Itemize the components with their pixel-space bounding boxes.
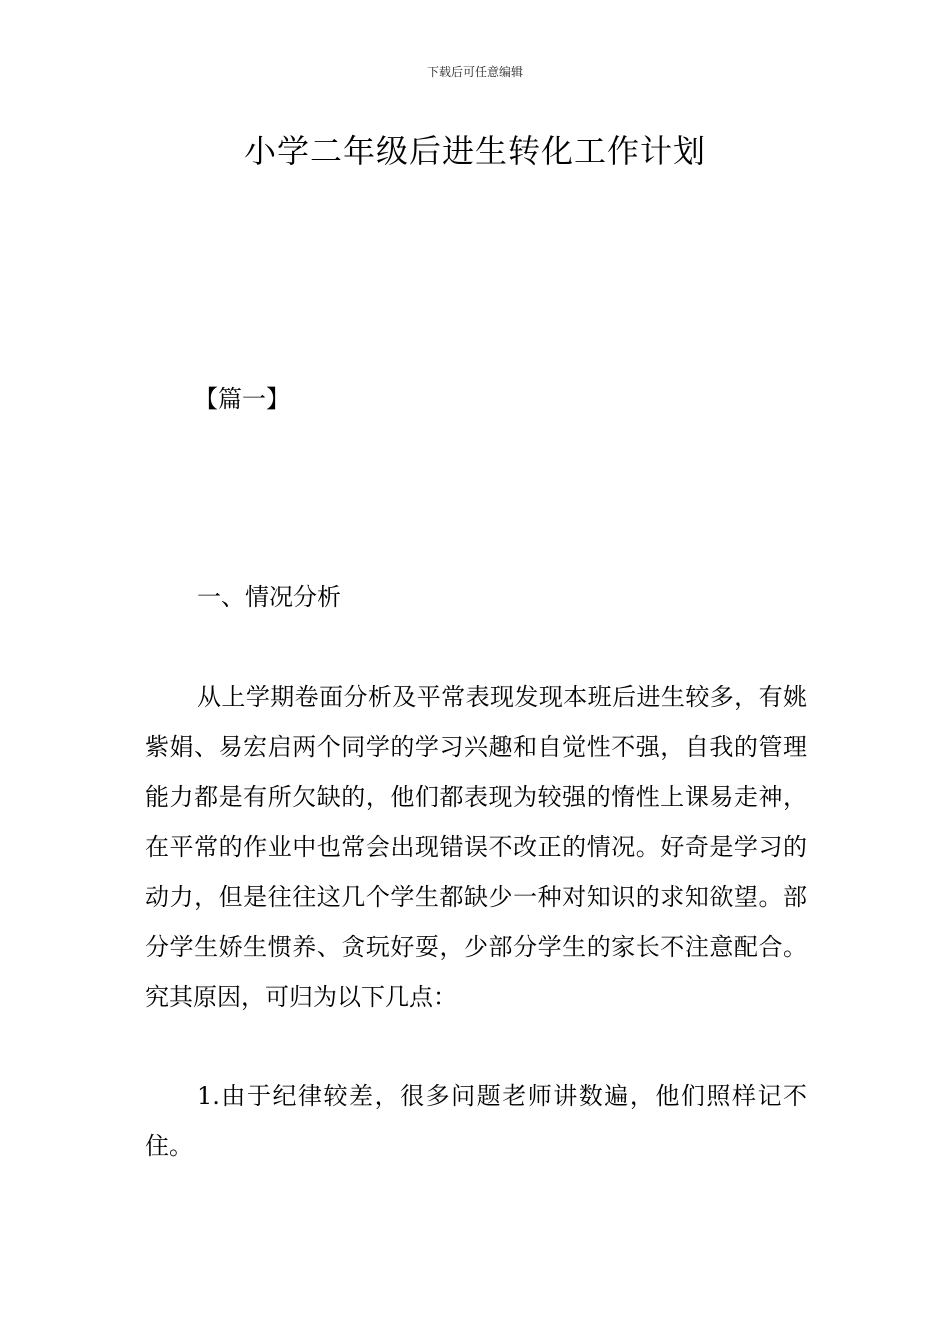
page-header-note: 下载后可任意编辑: [426, 65, 523, 79]
body-paragraph: 1.由于纪律较差，很多问题老师讲数遍，他们照样记不住。: [145, 1082, 807, 1160]
body-paragraph: 从上学期卷面分析及平常表现发现本班后进生较多，有姚紫娟、易宏启两个同学的学习兴趣和自觉性不强，自我的管理能力都是有所欠缺的，他们都表现为较强的惰性上课易走神，在平常的作业中也常会出现错误不改正的情况。好奇是学习的动力，但是往往这几个学生都缺少一种对知识的求知欲望。部分学生娇生惯养、贪玩好耍，少部分学生的家长不注意配合。究其原因，可归为以下几点：: [145, 683, 807, 1011]
document-title: 小学二年级后进生转化工作计划: [243, 132, 706, 170]
section-heading: 一、情况分析: [197, 583, 341, 611]
section-tag: 【篇一】: [194, 385, 290, 413]
